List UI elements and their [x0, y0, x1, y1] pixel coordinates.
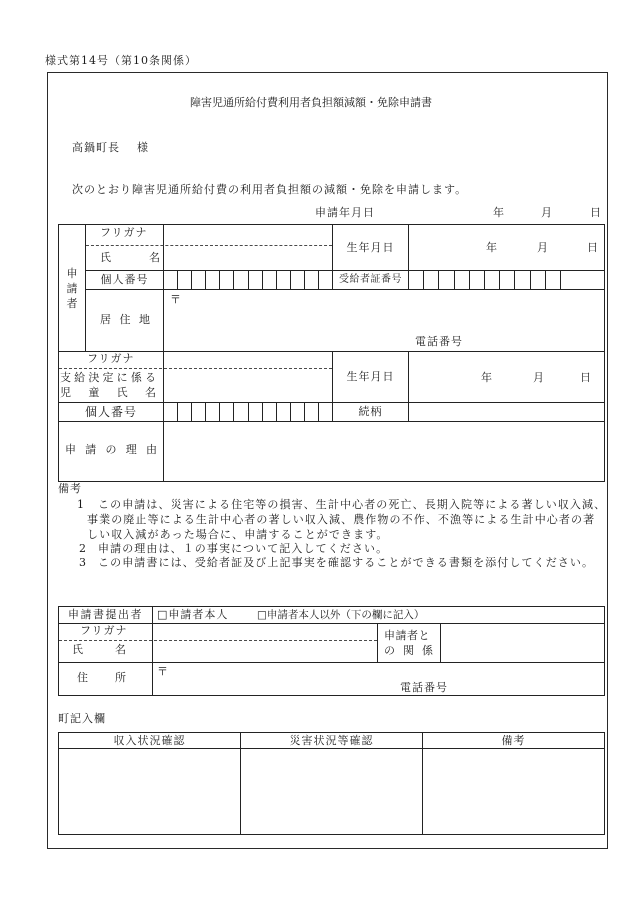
child-furigana-label: フリガナ	[87, 352, 135, 365]
addressee-name: 高鍋町長	[72, 141, 120, 154]
applicant-phone-label: 電話番号	[415, 335, 463, 348]
applicant-birth-year-unit: 年	[486, 241, 498, 254]
child-my-number-digit-box[interactable]	[205, 402, 220, 422]
applicant-my-number-digit-box[interactable]	[205, 270, 220, 290]
recipient-certificate-digit-box[interactable]	[499, 270, 515, 290]
submitter-name-field[interactable]	[152, 623, 378, 663]
applicant-my-number-digit-box[interactable]	[177, 270, 192, 290]
applicant-section-label: 申請者	[66, 266, 78, 310]
child-name-label-line1: 支給決定に係る	[60, 371, 156, 384]
note-number: 2	[79, 542, 87, 555]
applicant-birthdate-field[interactable]	[408, 224, 605, 271]
office-remarks-field[interactable]	[422, 748, 605, 835]
child-birth-month-unit: 月	[533, 371, 545, 384]
child-relationship-field[interactable]	[408, 402, 605, 422]
child-my-number-boxes	[163, 402, 333, 422]
applicant-postal-mark: 〒	[170, 293, 182, 306]
recipient-certificate-blank-cell	[560, 270, 605, 290]
child-birth-year-unit: 年	[481, 371, 493, 384]
applicant-furigana-label: フリガナ	[100, 226, 148, 239]
recipient-certificate-boxes	[408, 270, 561, 290]
applicant-my-number-digit-box[interactable]	[248, 270, 263, 290]
child-my-number-digit-box[interactable]	[304, 402, 319, 422]
recipient-certificate-digit-box[interactable]	[530, 270, 546, 290]
child-my-number-digit-box[interactable]	[290, 402, 305, 422]
office-disaster-check-field[interactable]	[240, 748, 423, 835]
child-my-number-digit-box[interactable]	[177, 402, 192, 422]
applicant-my-number-digit-box[interactable]	[219, 270, 234, 290]
child-birthdate-field[interactable]	[408, 351, 605, 403]
child-my-number-label: 個人番号	[58, 402, 164, 422]
note-number: 1	[77, 498, 85, 511]
submitter-option-other-checkbox[interactable]: □申請者本人以外（下の欄に記入）	[257, 609, 425, 621]
child-my-number-digit-box[interactable]	[318, 402, 333, 422]
reason-label: 申 請 の 理 由	[65, 443, 157, 456]
applicant-my-number-digit-box[interactable]	[191, 270, 206, 290]
office-remarks-header: 備考	[422, 732, 605, 749]
application-date-month-unit: 月	[541, 206, 553, 219]
applicant-my-number-digit-box[interactable]	[233, 270, 249, 290]
child-my-number-digit-box[interactable]	[219, 402, 234, 422]
applicant-address-field[interactable]	[163, 289, 605, 352]
applicant-my-number-digit-box[interactable]	[304, 270, 319, 290]
child-relationship-label: 続柄	[332, 402, 409, 422]
office-income-check-header: 収入状況確認	[58, 732, 241, 749]
submitter-phone-label: 電話番号	[400, 681, 448, 694]
application-date-label: 申請年月日	[315, 206, 375, 219]
recipient-certificate-digit-box[interactable]	[514, 270, 531, 290]
applicant-my-number-digit-box[interactable]	[262, 270, 277, 290]
application-date-year-unit: 年	[493, 206, 505, 219]
applicant-furigana-divider	[86, 245, 332, 246]
applicant-my-number-digit-box[interactable]	[276, 270, 291, 290]
recipient-certificate-digit-box[interactable]	[484, 270, 500, 290]
submitter-label: 申請書提出者	[58, 606, 153, 624]
form-title: 障害児通所給付費利用者負担額減額・免除申請書	[190, 96, 432, 109]
submitter-relationship-field[interactable]	[440, 623, 605, 663]
child-my-number-digit-box[interactable]	[248, 402, 263, 422]
child-birthdate-label: 生年月日	[332, 351, 409, 403]
note-line: しい収入減があった場合に、申請することができます。	[87, 528, 389, 541]
child-birth-day-unit: 日	[580, 371, 592, 384]
note-line: 事業の廃止等による生計中心者の著しい収入減、農作物の不作、不漁等による生計中心者の著	[87, 513, 596, 526]
child-name-field[interactable]	[163, 351, 333, 403]
child-my-number-digit-box[interactable]	[276, 402, 291, 422]
application-date-day-unit: 日	[590, 206, 602, 219]
office-use-heading: 町記入欄	[58, 712, 106, 725]
submitter-relationship-label-line2: の 関 係	[384, 644, 433, 657]
applicant-section-cell	[58, 224, 86, 352]
applicant-my-number-digit-box[interactable]	[290, 270, 305, 290]
recipient-certificate-label: 受給者証番号	[332, 270, 409, 290]
submitter-option-self-checkbox[interactable]: □申請者本人	[157, 608, 229, 621]
submitter-furigana-label: フリガナ	[80, 624, 128, 637]
applicant-address-label: 居 住 地	[100, 313, 150, 326]
applicant-my-number-boxes	[163, 270, 333, 290]
reason-field[interactable]	[163, 421, 605, 482]
note-number: 3	[79, 556, 87, 569]
recipient-certificate-digit-box[interactable]	[423, 270, 439, 290]
submitter-relationship-label-line1: 申請者と	[384, 629, 430, 642]
recipient-certificate-digit-box[interactable]	[469, 270, 485, 290]
submitter-name-label: 氏 名	[72, 643, 126, 656]
recipient-certificate-digit-box[interactable]	[454, 270, 470, 290]
child-my-number-digit-box[interactable]	[262, 402, 277, 422]
applicant-name-label: 氏 名	[100, 251, 160, 264]
note-line: この申請は、災害による住宅等の損害、生計中心者の死亡、長期入院等による著しい収入減、	[98, 498, 607, 511]
notes-heading: 備考	[58, 482, 82, 495]
note-line: この申請書には、受給者証及び上記事実を確認することができる書類を添付してください。	[98, 556, 595, 569]
applicant-birth-day-unit: 日	[587, 241, 599, 254]
recipient-certificate-digit-box[interactable]	[438, 270, 455, 290]
submitter-postal-mark: 〒	[157, 665, 169, 678]
recipient-certificate-digit-box[interactable]	[408, 270, 424, 290]
applicant-my-number-digit-box[interactable]	[318, 270, 333, 290]
note-line: 申請の理由は、１の事実について記入してください。	[98, 542, 389, 555]
applicant-birth-month-unit: 月	[537, 241, 549, 254]
intro-statement: 次のとおり障害児通所給付費の利用者負担額の減額・免除を申請します。	[72, 183, 468, 196]
applicant-my-number-digit-box[interactable]	[163, 270, 178, 290]
applicant-my-number-label: 個人番号	[85, 270, 164, 290]
submitter-address-field[interactable]	[152, 662, 605, 696]
child-my-number-digit-box[interactable]	[191, 402, 206, 422]
submitter-address-label: 住 所	[77, 671, 126, 684]
form-number: 様式第14号（第10条関係）	[45, 54, 197, 67]
addressee-honorific: 様	[137, 141, 149, 154]
applicant-name-field[interactable]	[163, 224, 333, 271]
recipient-certificate-digit-box[interactable]	[545, 270, 561, 290]
office-income-check-field[interactable]	[58, 748, 241, 835]
child-name-label-line2: 児 童 氏 名	[60, 386, 156, 399]
child-my-number-digit-box[interactable]	[163, 402, 178, 422]
office-disaster-check-header: 災害状況等確認	[240, 732, 423, 749]
child-my-number-digit-box[interactable]	[233, 402, 249, 422]
applicant-birthdate-label: 生年月日	[332, 224, 409, 271]
